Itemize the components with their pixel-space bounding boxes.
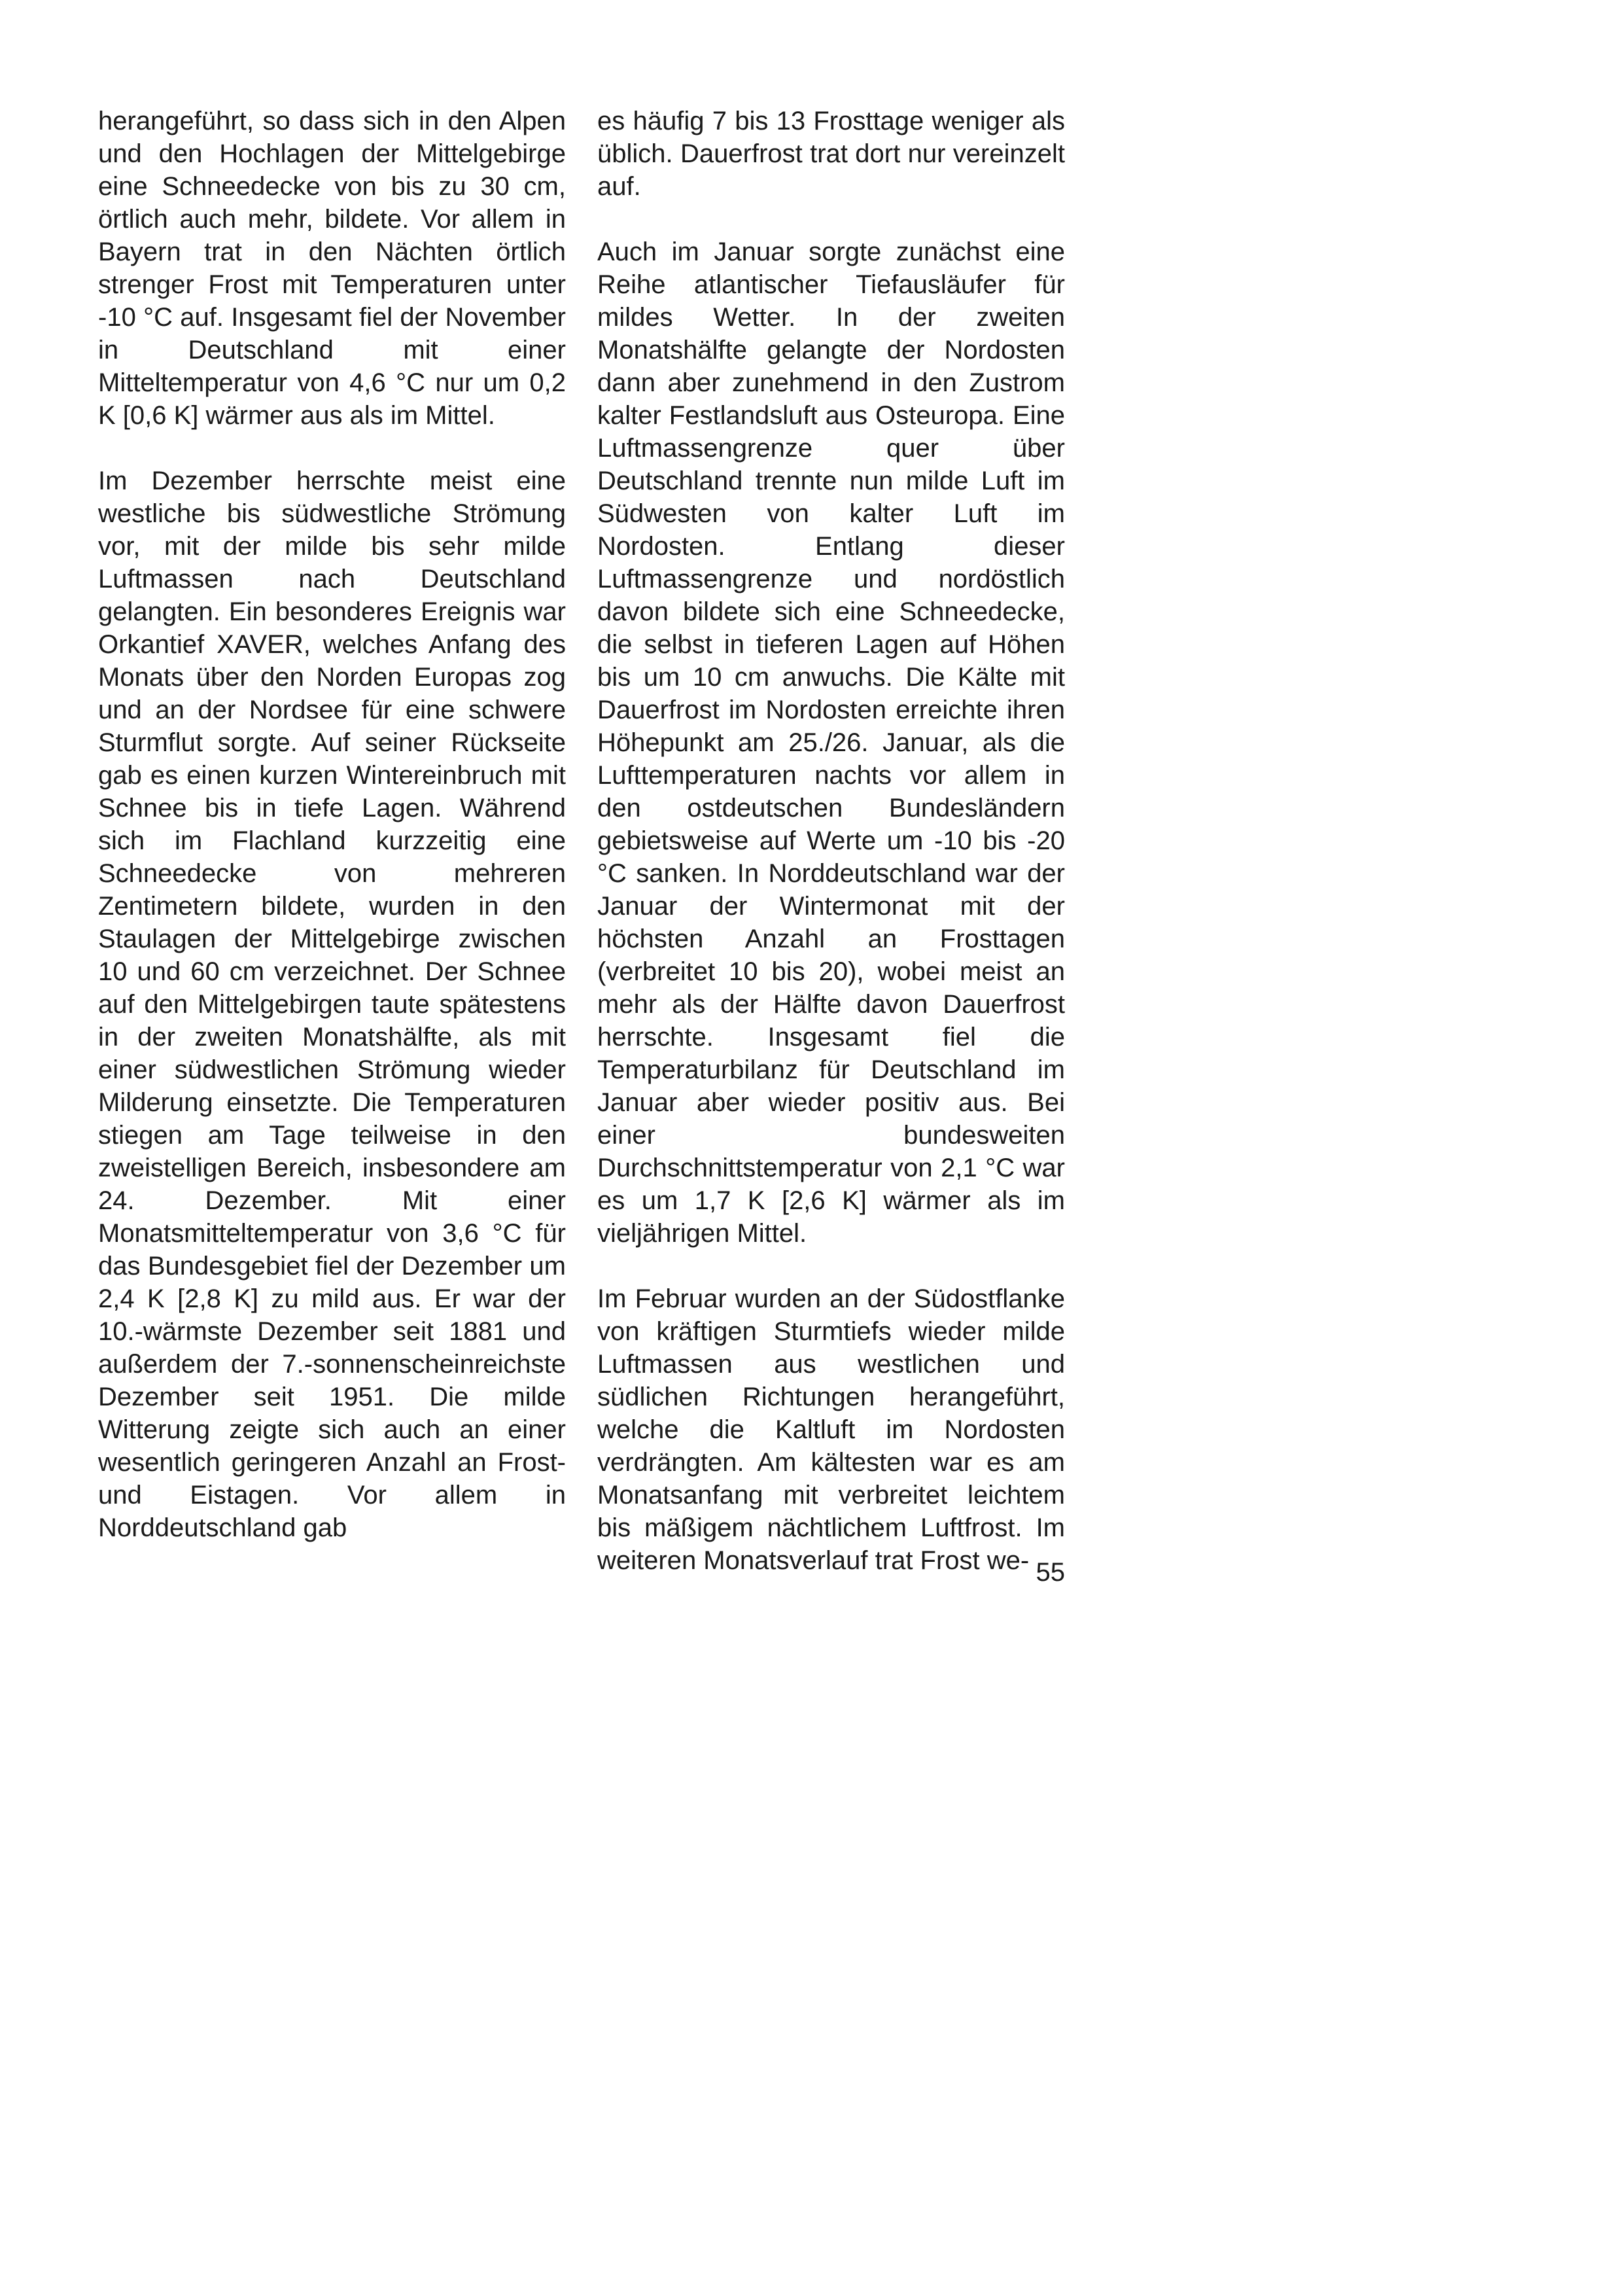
paragraph-frosttage: es häufig 7 bis 13 Frosttage weniger als üblich. Dauerfrost trat dort nur vereinzelt auf. — [597, 107, 1065, 201]
right-text-column — [597, 105, 1065, 1577]
paragraph-februar: Im Februar wurden an der Südostflanke von kräftigen Sturmtiefs wieder milde Luftmassen aus westlichen und südlichen Richtungen herangeführt, welche die Kaltluft im Nordosten verdrängten. Am kältesten war es am Monatsanfang mit verbreitet leichtem bis mäßigem nächtlichem Luftfrost. Im weiteren Monatsverlauf trat Frost we- — [597, 1284, 1065, 1575]
page-number: 55 — [1036, 1558, 1065, 1587]
left-text-column — [98, 105, 566, 1544]
paragraph-november: herangeführt, so dass sich in den Alpen und den Hochlagen der Mittelgebirge eine Schneedecke von bis zu 30 cm, örtlich auch mehr, bildete. Vor allem in Bayern trat in den Nächten örtlich strenger Frost mit Temperaturen unter -10 °C auf. Insgesamt fiel der November in Deutschland mit einer Mitteltemperatur von 4,6 °C nur um 0,2 K [0,6 K] wärmer aus als im Mittel. — [98, 107, 566, 430]
paragraph-dezember: Im Dezember herrschte meist eine westliche bis südwestliche Strömung vor, mit der milde bis sehr milde Luftmassen nach Deutschland gelangten. Ein besonderes Ereignis war Orkantief XAVER, welches Anfang des Monats über den Norden Europas zog und an der Nordsee für eine schwere Sturmflut sorgte. Auf seiner Rückseite gab es einen kurzen Wintereinbruch mit Schnee bis in tiefe Lagen. Während sich im Flachland kurzzeitig eine Schneedecke von mehreren Zentimetern bildete, wurden in den Staulagen der Mittelgebirge zwischen 10 und 60 cm verzeichnet. Der Schnee auf den Mittelgebirgen taute spätestens in der zweiten Monatshälfte, als mit einer südwestlichen Strömung wieder Milderung einsetzte. Die Temperaturen stiegen am Tage teilweise in den zweistelligen Bereich, insbesondere am 24. Dezember. Mit einer Monatsmitteltemperatur von 3,6 °C für das Bundesgebiet fiel der Dezember um 2,4 K [2,8 K] zu mild aus. Er war der 10.-wärmste Dezember seit 1881 und außerdem der 7.-sonnenscheinreichste Dezember seit 1951. Die milde Witterung zeigte sich auch an einer wesentlich geringeren Anzahl an Frost- und Eistagen. Vor allem in Norddeutschland gab — [98, 467, 566, 1542]
paragraph-januar: Auch im Januar sorgte zunächst eine Reihe atlantischer Tiefausläufer für mildes Wetter. In der zweiten Monatshälfte gelangte der Nordosten dann aber zunehmend in den Zustrom kalter Festlandsluft aus Osteuropa. Eine Luftmassengrenze quer über Deutschland trennte nun milde Luft im Südwesten von kalter Luft im Nordosten. Entlang dieser Luftmassengrenze und nordöstlich davon bildete sich eine Schneedecke, die selbst in tieferen Lagen auf Höhen bis um 10 cm anwuchs. Die Kälte mit Dauerfrost im Nordosten erreichte ihren Höhepunkt am 25./26. Januar, als die Lufttemperaturen nachts vor allem in den ostdeutschen Bundesländern gebietsweise auf Werte um -10 bis -20 °C sanken. In Norddeutschland war der Januar der Wintermonat mit der höchsten Anzahl an Frosttagen (verbreitet 10 bis 20), wobei meist an mehr als der Hälfte davon Dauerfrost herrschte. Insgesamt fiel die Temperaturbilanz für Deutschland im Januar aber wieder positiv aus. Bei einer bundesweiten Durchschnittstemperatur von 2,1 °C war es um 1,7 K [2,6 K] wärmer als im vieljährigen Mittel. — [597, 238, 1065, 1248]
